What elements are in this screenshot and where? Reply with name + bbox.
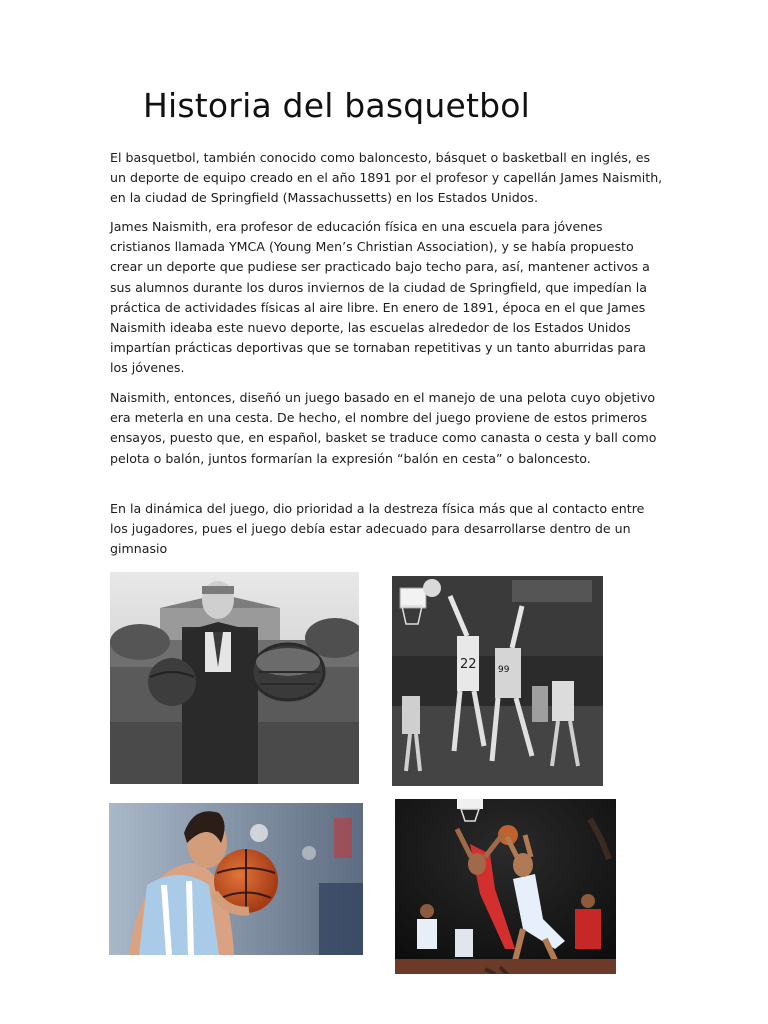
photo-naismith — [110, 572, 359, 784]
jersey-number-99: 99 — [498, 665, 510, 675]
jersey-number-22: 22 — [460, 657, 477, 672]
paragraph-origin: El basquetbol, también conocido como baloncesto, básquet o basketball en inglés, es un deporte de equipo creado en el año 1891 por el profesor y capellán James Naismith, en la ciudad de Springfield (Massachussetts) en los Estados Unidos. — [110, 150, 663, 206]
photo-female-player — [109, 803, 363, 955]
page-title: Historia del basquetbol — [143, 86, 531, 125]
paragraph-naismith-ymca: James Naismith, era profesor de educación física en una escuela para jóvenes cristianos llamada YMCA (Young Men’s Christian Association), y se había propuesto crear un deporte que pudiese ser practicado bajo techo para, así, mantener activos a sus alumnos durante los duros inviernos de la ciudad de Springfield, que impedían la práctica de actividades físicas al aire libre. En enero de 1891, época en el que James Naismith ideaba este nuevo deporte, las escuelas alrededor de los Estados Unidos impartían prácticas deportivas que se tornaban repetitivas y un tanto aburridas para los jóvenes. — [110, 219, 650, 376]
paragraph-game-design: Naismith, entonces, diseñó un juego basado en el manejo de una pelota cuyo objetivo era meterla en una cesta. De hecho, el nombre del juego proviene de estos primeros ensayos, puesto que, en español, basket se traduce como canasta o cesta y ball como pelota o balón, juntos formarían la expresión “balón en cesta” o baloncesto. — [110, 390, 657, 466]
photo-modern-game — [395, 799, 616, 974]
paragraph-game-dynamics: En la dinámica del juego, dio prioridad a la destreza física más que al contacto entre los jugadores, pues el juego debía estar adecuado para desarrollarse dentro de un gimnasio — [110, 501, 645, 557]
photo-vintage-game — [392, 576, 603, 786]
